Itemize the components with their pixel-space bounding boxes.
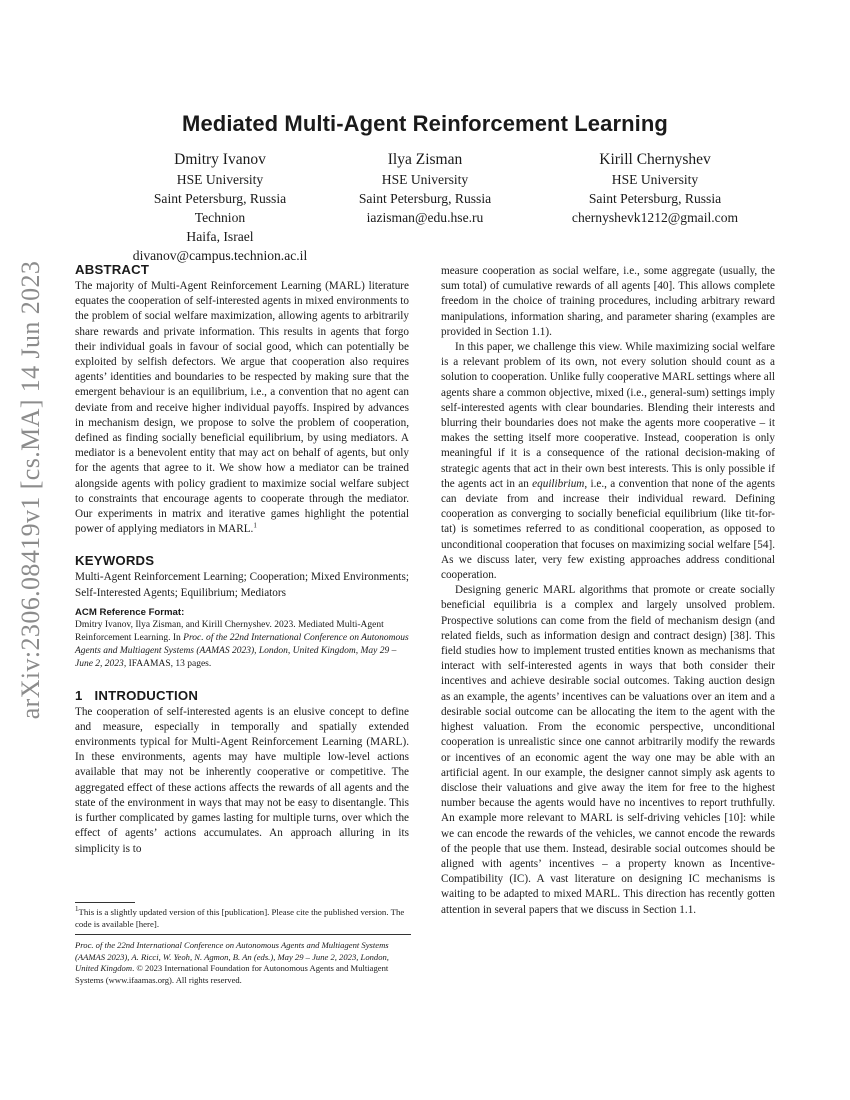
paragraph-text: , i.e., a convention that none of the agents can deviate from and increase their individual reward. Defining cooperation as converging to socially beneficial equilibrium (like tit-for-tat) is sometimes referred to as conditional cooperation, as opposed to unconditional cooperation that focuses on maximizing social welfare [54]. As we discuss later, very few existing approaches address conditional cooperation. bbox=[441, 477, 775, 582]
author-location: Haifa, Israel bbox=[186, 229, 254, 244]
author-location: Saint Petersburg, Russia bbox=[358, 191, 492, 206]
acm-ref-suffix: , IFAAMAS, 13 pages. bbox=[123, 659, 212, 670]
acm-ref-venue: Proc. of the 22nd International Conference on Autonomous Agents and Multiagent Systems (AAMAS 2023), London, United Kingdom, May 29 – June 2, 2023 bbox=[75, 633, 409, 670]
abstract-body: The majority of Multi-Agent Reinforcement Learning (MARL) literature equates the cooperation of self-interested agents in mixed environments to the problem of social welfare maximization, allowing agents to arbitrarily share rewards and private information. This results in agents that forgo their individual goals in favour of social good, which can potentially be exploited by selfish defectors. We argue that cooperation also requires agents’ identities and boundaries to be respected by making sure that the emergent behaviour is an equilibrium, i.e., a convention that no agent can deviate from and receive higher individual payoffs. Inspired by advances in mechanism design, we propose to solve the problem of cooperation, defined as finding socially beneficial equilibrium, by using mediators. A mediator is a benevolent entity that may act on behalf of agents, but only for the agents that agree to it. We show how a mediator can be trained alongside agents with policy gradient to maximize social welfare subject to constraints that encourage agents to cooperate through the mediator. Our experiments in matrix and iterative games highlight the potential power of applying mediators in MARL. bbox=[75, 280, 409, 536]
abstract-heading: ABSTRACT bbox=[75, 262, 150, 277]
author-block-chernyshev bbox=[530, 150, 780, 227]
author-location: Saint Petersburg, Russia bbox=[588, 191, 722, 206]
proceedings-divider bbox=[75, 934, 411, 935]
author-affiliation: HSE University bbox=[611, 172, 699, 187]
author-name: Ilya Zisman bbox=[387, 151, 463, 168]
right-column bbox=[441, 264, 775, 918]
left-column bbox=[75, 262, 409, 857]
author-affiliation: HSE University bbox=[381, 172, 469, 187]
footnote-marker: 1 bbox=[253, 521, 257, 530]
author-email: divanov@campus.technion.ac.il bbox=[132, 248, 308, 263]
footnote-text: This is a slightly updated version of this [publication]. Please cite the published version. The code is available [here]. bbox=[75, 907, 405, 929]
introduction-paragraph-3: Designing generic MARL algorithms that promote or create socially beneficial equilibria is a complex and largely unsolved problem. Prospective solutions can come from the field of mechanism design (and related fields, such as information design and contract design) [38]. This field studies how to implement trusted entities known as mechanisms that interact with self-interested agents in ways that both consider their incentives and achieve desirable social outcomes. Taking auction design as an example, the agents’ incentives can be valuations over an item and a desirable social outcome can be allocating the item to the agent with the highest valuation. From the economic perspective, unconditional cooperation is unrealistic since one cannot arbitrarily modify the rewards or incentives of an economic agent the way one may be able with an artificial agent. In our example, the designer cannot simply ask agents to disclose their valuations and give away the item for free to the highest number because the agents would have no incentives to report truthfully. An example more relevant to MARL is self-driving vehicles [10]: while we can encode the rewards of the vehicles, we cannot encode the rewards of the people that use them. Instead, desirable social outcomes should be aligned with agents’ incentives – a property known as Incentive-Compatibility (IC). A vast literature on designing IC mechanisms is waiting to be adapted to mixed MARL. This direction has recently gotten attention in several papers that we discuss in Section 1.1. bbox=[441, 584, 775, 916]
author-affiliation: HSE University bbox=[176, 172, 264, 187]
paper-title: Mediated Multi-Agent Reinforcement Learning bbox=[182, 111, 668, 136]
author-name: Dmitry Ivanov bbox=[174, 151, 266, 168]
emphasis-equilibrium: equilibrium bbox=[532, 477, 585, 490]
abstract-text bbox=[75, 279, 409, 537]
acm-reference-text bbox=[75, 619, 409, 672]
keywords-text: Multi-Agent Reinforcement Learning; Cooperation; Mixed Environments; Self-Interested Agents; Equilibrium; Mediators bbox=[75, 571, 409, 599]
acm-ref-citation: Dmitry Ivanov, Ilya Zisman, and Kirill Chernyshev. 2023. Mediated Multi-Agent Reinforcement Learning. In bbox=[75, 619, 384, 644]
proceedings-copyright: . © 2023 International Foundation for Autonomous Agents and Multiagent Systems (www.ifaamas.org). All rights reserved. bbox=[75, 963, 389, 986]
author-name: Kirill Chernyshev bbox=[599, 151, 711, 168]
arxiv-identifier-stamp bbox=[8, 260, 54, 720]
proceedings-notice bbox=[75, 940, 411, 987]
footnote-divider bbox=[75, 902, 135, 903]
introduction-paragraph-1: The cooperation of self-interested agents is an elusive concept to define and measure, especially in temporally and spatially extended environments typical for Multi-Agent Reinforcement Learning (MARL). In these environments, agents may have multiple low-level actions available that may not be inherently cooperative or competitive. The aggregated effect of these actions affects the rewards of all agents and the state of the environment in ways that may not be easy to disentangle. This is further complicated by games lasting for multiple turns, over which the effect of agents’ actions accumulates. An approach alluring in its simplicity is to bbox=[75, 705, 409, 855]
paragraph-text: In this paper, we challenge this view. While maximizing social welfare is a relevant problem of its own, not every solution should count as a solution to cooperation. Unlike fully cooperative MARL settings where all agents share a common objective, mixed (i.e., general-sum) settings imply self-interested agents with clear boundaries. Blending their interests and blurring their boundaries does not make the agents more cooperative – it makes the setting itself more cooperative. Instead, cooperation is only meaningful if it is a consequence of the rational decision-making of strategic agents that act in their own best interests. This is only possible if the agents act in an bbox=[441, 341, 775, 490]
arxiv-id-text: arXiv:2306.08419v1 [cs.MA] 14 Jun 2023 bbox=[16, 260, 45, 720]
introduction-heading bbox=[75, 688, 409, 703]
author-block-zisman bbox=[305, 150, 545, 227]
introduction-paragraph-2 bbox=[441, 340, 775, 583]
section-title: INTRODUCTION bbox=[94, 687, 199, 703]
author-email: chernyshevk1212@gmail.com bbox=[571, 210, 739, 225]
section-number: 1 bbox=[75, 687, 83, 703]
footnote-number: 1 bbox=[75, 905, 79, 914]
introduction-paragraph-1-continued: measure cooperation as social welfare, i.e., some aggregate (usually, the sum total) of cumulative rewards of all agents [40]. This allows complete freedom in the choice of training procedures, including arbitrary reward manipulations, information sharing, and parameter sharing (examples are provided in Section 1.1). bbox=[441, 265, 775, 338]
author-email: iazisman@edu.hse.ru bbox=[366, 210, 484, 225]
footnote bbox=[75, 906, 411, 930]
author-location: Saint Petersburg, Russia bbox=[153, 191, 287, 206]
author-affiliation: Technion bbox=[194, 210, 246, 225]
proceedings-venue: Proc. of the 22nd International Conference on Autonomous Agents and Multiagent Systems (AAMAS 2023), A. Ricci, W. Yeoh, N. Agmon, B. An (eds.), May 29 – June 2, 2023, London, United Kingdom bbox=[75, 940, 389, 974]
acm-reference-heading: ACM Reference Format: bbox=[75, 606, 185, 618]
keywords-heading: KEYWORDS bbox=[75, 553, 155, 569]
